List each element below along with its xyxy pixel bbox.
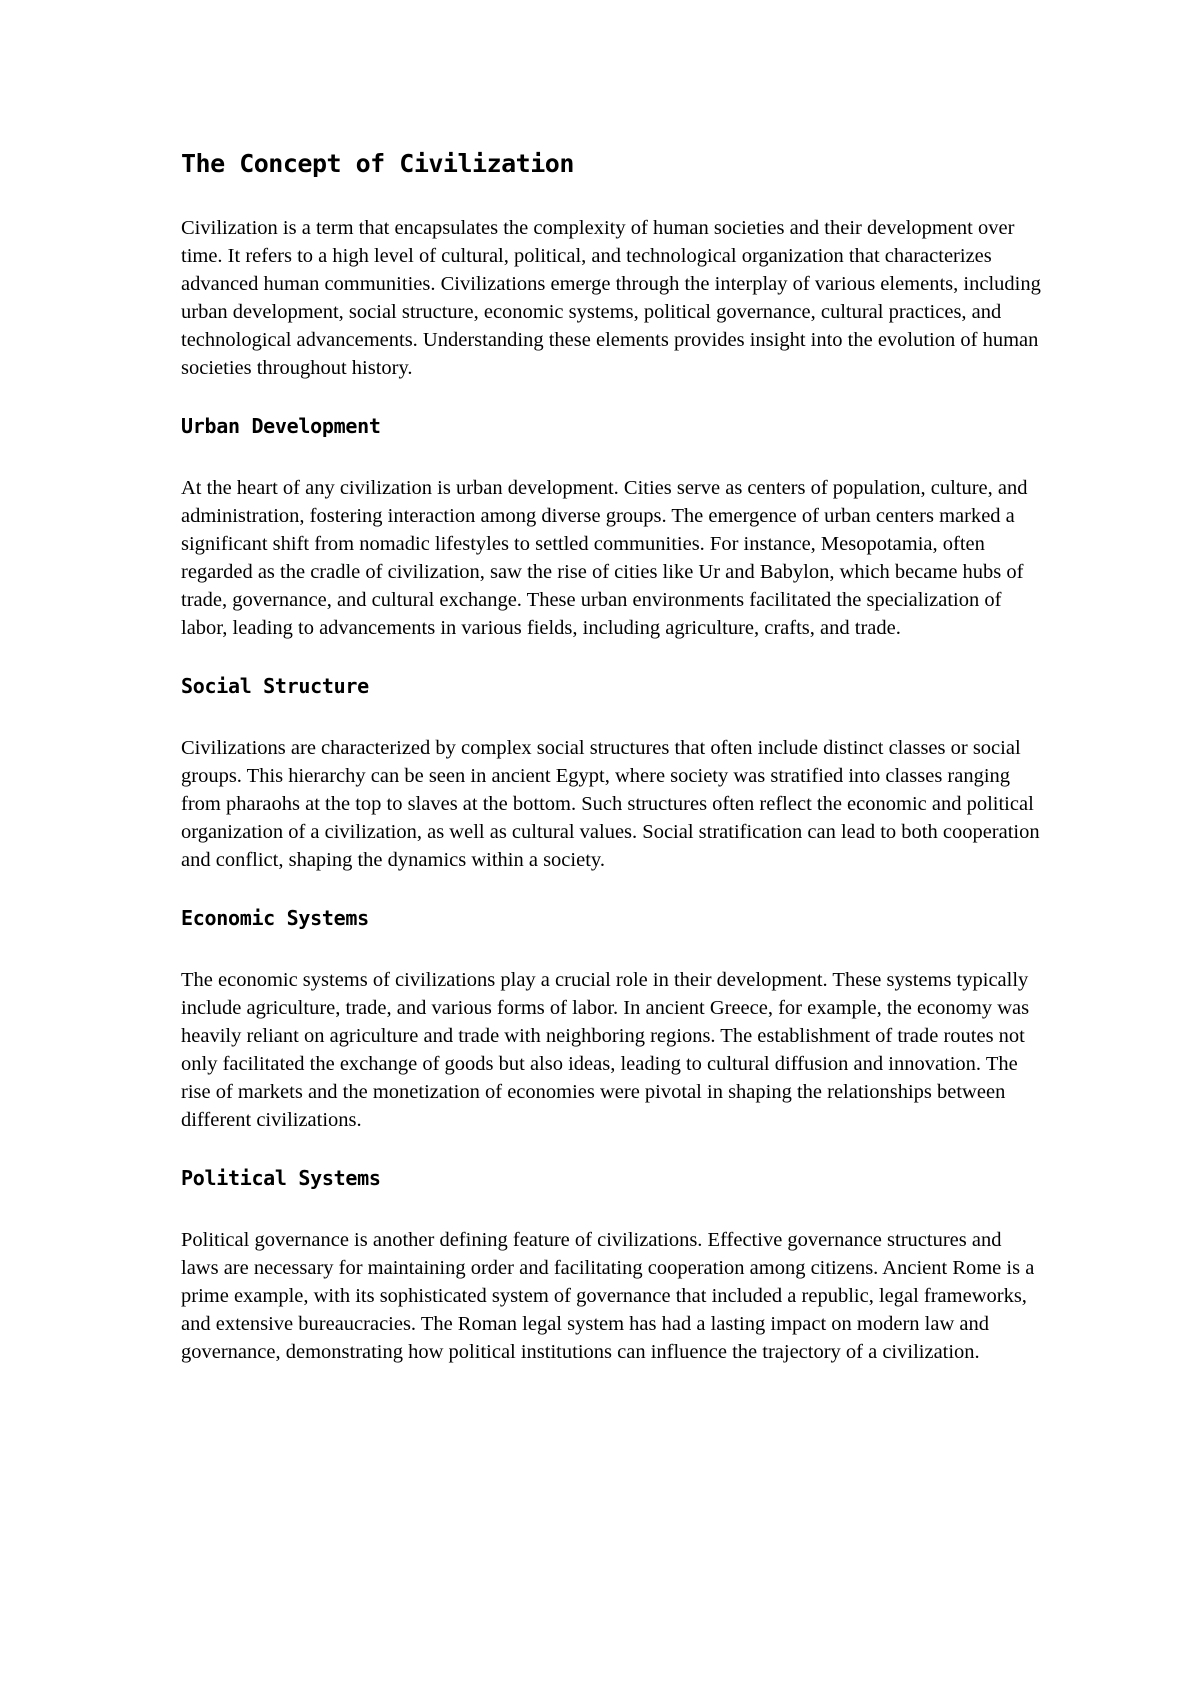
section-body-urban-development: At the heart of any civilization is urban development. Cities serve as centers of population, culture, and administration, fostering interaction among diverse groups. The emergence of urban centers marked a significant shift from nomadic lifestyles to settled communities. For instance, Mesopotamia, often regarded as the cradle of civilization, saw the rise of cities like Ur and Babylon, which became hubs of trade, governance, and cultural exchange. These urban environments facilitated the specialization of labor, leading to advancements in various fields, including agriculture, crafts, and trade.: [181, 477, 1028, 639]
document-title: The Concept of Civilization: [181, 149, 574, 178]
section-body-political-systems: Political governance is another defining feature of civilizations. Effective governance structures and laws are necessary for maintaining order and facilitating cooperation among citizens. Ancient Rome is a prime example, with its sophisticated system of governance that included a republic, legal frameworks, and extensive bureaucracies. The Roman legal system has had a lasting impact on modern law and governance, demonstrating how political institutions can influence the trajectory of a civilization.: [181, 1229, 1035, 1363]
section-heading-political-systems: Political Systems: [181, 1166, 381, 1190]
section-heading-economic-systems: Economic Systems: [181, 906, 369, 930]
section-heading-social-structure: Social Structure: [181, 674, 369, 698]
intro-paragraph: Civilization is a term that encapsulates the complexity of human societies and their development over time. It refers to a high level of cultural, political, and technological organization that characterizes advanced human communities. Civilizations emerge through the interplay of various elements, including urban development, social structure, economic systems, political governance, cultural practices, and technological advancements. Understanding these elements provides insight into the evolution of human societies throughout history.: [181, 217, 1041, 379]
section-body-social-structure: Civilizations are characterized by complex social structures that often include distinct classes or social groups. This hierarchy can be seen in ancient Egypt, where society was stratified into classes ranging from pharaohs at the top to slaves at the bottom. Such structures often reflect the economic and political organization of a civilization, as well as cultural values. Social stratification can lead to both cooperation and conflict, shaping the dynamics within a society.: [181, 737, 1040, 871]
section-body-economic-systems: The economic systems of civilizations play a crucial role in their development. These systems typically include agriculture, trade, and various forms of labor. In ancient Greece, for example, the economy was heavily reliant on agriculture and trade with neighboring regions. The establishment of trade routes not only facilitated the exchange of goods but also ideas, leading to cultural diffusion and innovation. The rise of markets and the monetization of economies were pivotal in shaping the relationships between different civilizations.: [181, 969, 1030, 1131]
section-heading-urban-development: Urban Development: [181, 414, 381, 438]
document-content: [181, 148, 1041, 1396]
